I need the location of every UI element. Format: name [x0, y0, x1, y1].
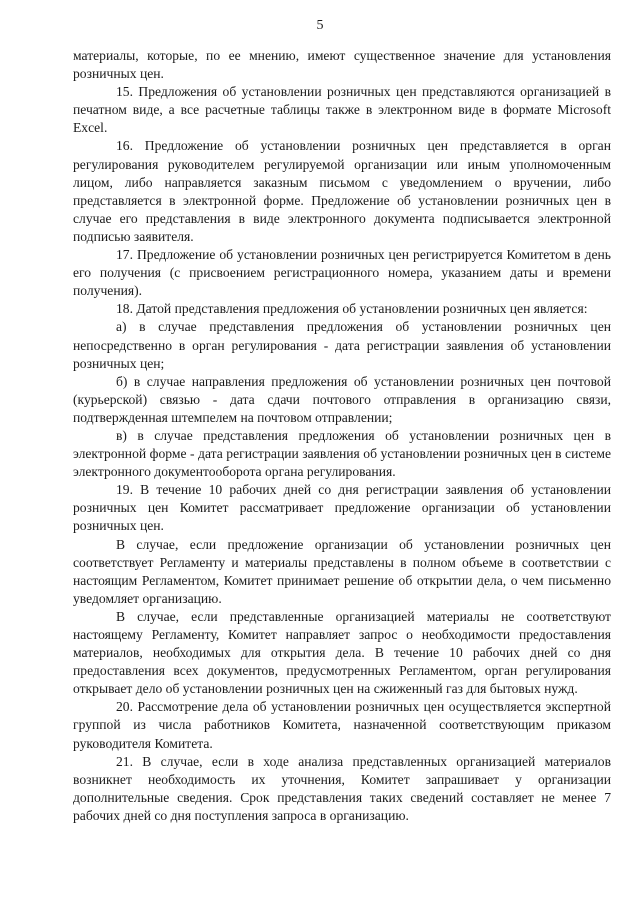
- paragraph: 16. Предложение об установлении розничных цен представляется в орган регулирования руководителем регулируемой организации или иным уполномоченным лицом, либо направляется заказным письмом с уведомлением о вручении, либо представляется в электронной форме. Предложение об установлении розничных цен в случае его представления в виде электронного документа подписывается электронной подписью заявителя.: [73, 138, 611, 244]
- paragraph: 17. Предложение об установлении розничных цен регистрируется Комитетом в день его получения (с присвоением регистрационного номера, указанием даты и времени получения).: [73, 247, 611, 299]
- paragraph: б) в случае направления предложения об установлении розничных цен почтовой (курьерской) связью - дата сдачи почтового отправления в организацию связи, подтвержденная штемпелем на почтовом отправлении;: [73, 373, 611, 425]
- page-number: 5: [316, 18, 324, 33]
- paragraph: В случае, если представленные организацией материалы не соответствуют настоящему Регламенту, Комитет направляет запрос о необходимости предоставления материалов, необходимых для открытия дела. В течение 10 рабочих дней со дня предоставления всех документов, предусмотренных Регламентом, орган регулирования открывает дело об установлении розничных цен на сжиженный газ для бытовых нужд.: [73, 608, 611, 697]
- paragraph: В случае, если предложение организации об установлении розничных цен соответствует Регламенту и материалы представлены в полном объеме в соответствии с настоящим Регламентом, Комитет принимает решение об открытии дела, о чем письменно уведомляет организацию.: [73, 536, 611, 606]
- paragraph: в) в случае представления предложения об установлении розничных цен в электронной форме - дата регистрации заявления об установлении розничных цен в системе электронного документооборота органа регулирования.: [73, 427, 611, 480]
- paragraph: 18. Датой представления предложения об установлении розничных цен является:: [116, 301, 588, 317]
- paragraph: 20. Рассмотрение дела об установлении розничных цен осуществляется экспертной группой из числа работников Комитета, назначенной соответствующим приказом руководителя Комитета.: [73, 699, 611, 751]
- paragraph: а) в случае представления предложения об установлении розничных цен непосредственно в орган регулирования - дата регистрации заявления об установлении розничных цен;: [73, 319, 611, 371]
- document-body: [73, 47, 611, 825]
- paragraph: 19. В течение 10 рабочих дней со дня регистрации заявления об установлении розничных цен Комитет рассматривает предложение организации об установлении розничных цен.: [73, 482, 611, 534]
- paragraph: материалы, которые, по ее мнению, имеют существенное значение для установления розничных цен.: [73, 48, 611, 82]
- paragraph: 15. Предложения об установлении розничных цен представляются организацией в печатном виде, а все расчетные таблицы также в электронном виде в формате Microsoft Excel.: [73, 84, 611, 136]
- paragraph: 21. В случае, если в ходе анализа представленных организацией материалов возникнет необходимость их уточнения, Комитет запрашивает у организации дополнительные сведения. Срок представления таких сведений составляет не менее 7 рабочих дней со дня поступления запроса в организацию.: [73, 753, 611, 823]
